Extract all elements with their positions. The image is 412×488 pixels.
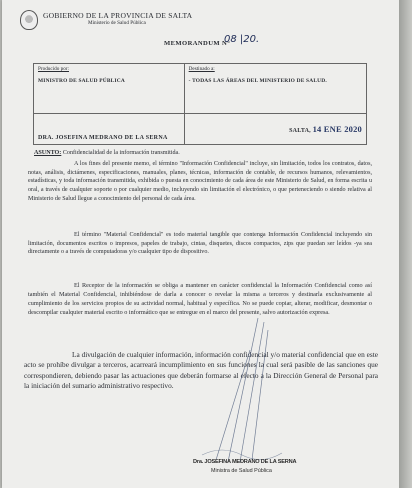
memo-document [2,0,399,488]
body-paragraph-2: El término "Material Confidencial" es todo material tangible que contenga Información Confidencial incluyendo sin limitación, documentos escritos o impresos, papeles de trabajo, cintas, disquetes, discos compactos, zips que puedan ser leídos -ya sea directamente o a través de computadoras y/o cualquier tipo de dispositivo. [28,232,372,256]
place: SALTA, [289,127,311,134]
routing-table [33,63,367,145]
subject-label: ASUNTO: [34,150,62,156]
place-date [189,124,362,134]
to-value: - TODAS LAS ÁREAS DEL MINISTERIO DE SALUD. [188,78,327,84]
from-label: Producido por: [38,66,69,72]
memorandum-number: 08 |20. [224,34,260,45]
government-title: GOBIERNO DE LA PROVINCIA DE SALTA [43,11,193,20]
from-value: MINISTRO DE SALUD PÚBLICA [38,78,125,84]
body-paragraph-1: A los fines del presente memo, el término "Información Confidencial" incluye, sin limitación, todos los contratos, datos, notas, análisis, dictámenes, especificaciones, manuales, planes, técnicas, información de contable, de recursos humanos, relevamientos, estadísticas, y toda información transmitida, exhibida o puesta en conocimiento de cada área de este Ministerio de Salud, en forma escrita u oral, a través de cualquier soporte o por cualquier medio, incluyendo sin limitación el electrónico, o que perteneciendo o siendo relativa al Ministerio de Salud llegue a conocimiento del personal de cada área. [28,161,372,202]
signature-name: Dra. JOSEFINA MEDRANO DE LA SERNA [193,459,297,465]
date-stamp: 14 ENE 2020 [312,123,362,134]
place-date-cell [184,113,366,144]
body-paragraph-3: El Receptor de la información se obliga a mantener en carácter confidencial la Información Confidencial como así también el Material Confidencial, inhibiéndose de darla a conocer o revelar la misma a terceros y destinarla exclusivamente al cumplimiento de los servicios propios de su actividad normal, habitual y específica. No se puede copiar, alterar, modificar, desmontar o descompilar cualquier material escrito o informático que se entregue en el marco del presente, salvo autorización expresa. [28,282,372,317]
scan-background-edge [399,0,412,488]
memorandum-label: MEMORANDUM N° [164,40,231,47]
subject-text: Confidencialidad de la información transmitida. [62,150,180,156]
signature-title: Ministra de Salud Pública [211,468,272,474]
body-paragraph-4: La divulgación de cualquier información, información confidencial y/o material confidencial que en este acto se prohíbe divulgar a terceros, acarreará incumplimiento en sus funciones la cual será pasible de las sanciones que correspondieren, debiendo pasar las actuaciones que deberán formarse al efecto a la Dirección General de Personal para la iniciación del sumario administrativo respectivo. [24,350,378,391]
signer-name: DRA. JOSEFINA MEDRANO DE LA SERNA [38,134,168,141]
subject-line [34,150,180,156]
to-label: Destinado a: [188,66,215,72]
government-seal-icon [20,10,38,30]
ministry-subtitle: Ministerio de Salud Pública [88,20,146,26]
signer-cell [34,113,185,144]
to-cell [184,64,366,114]
from-cell [34,64,185,114]
